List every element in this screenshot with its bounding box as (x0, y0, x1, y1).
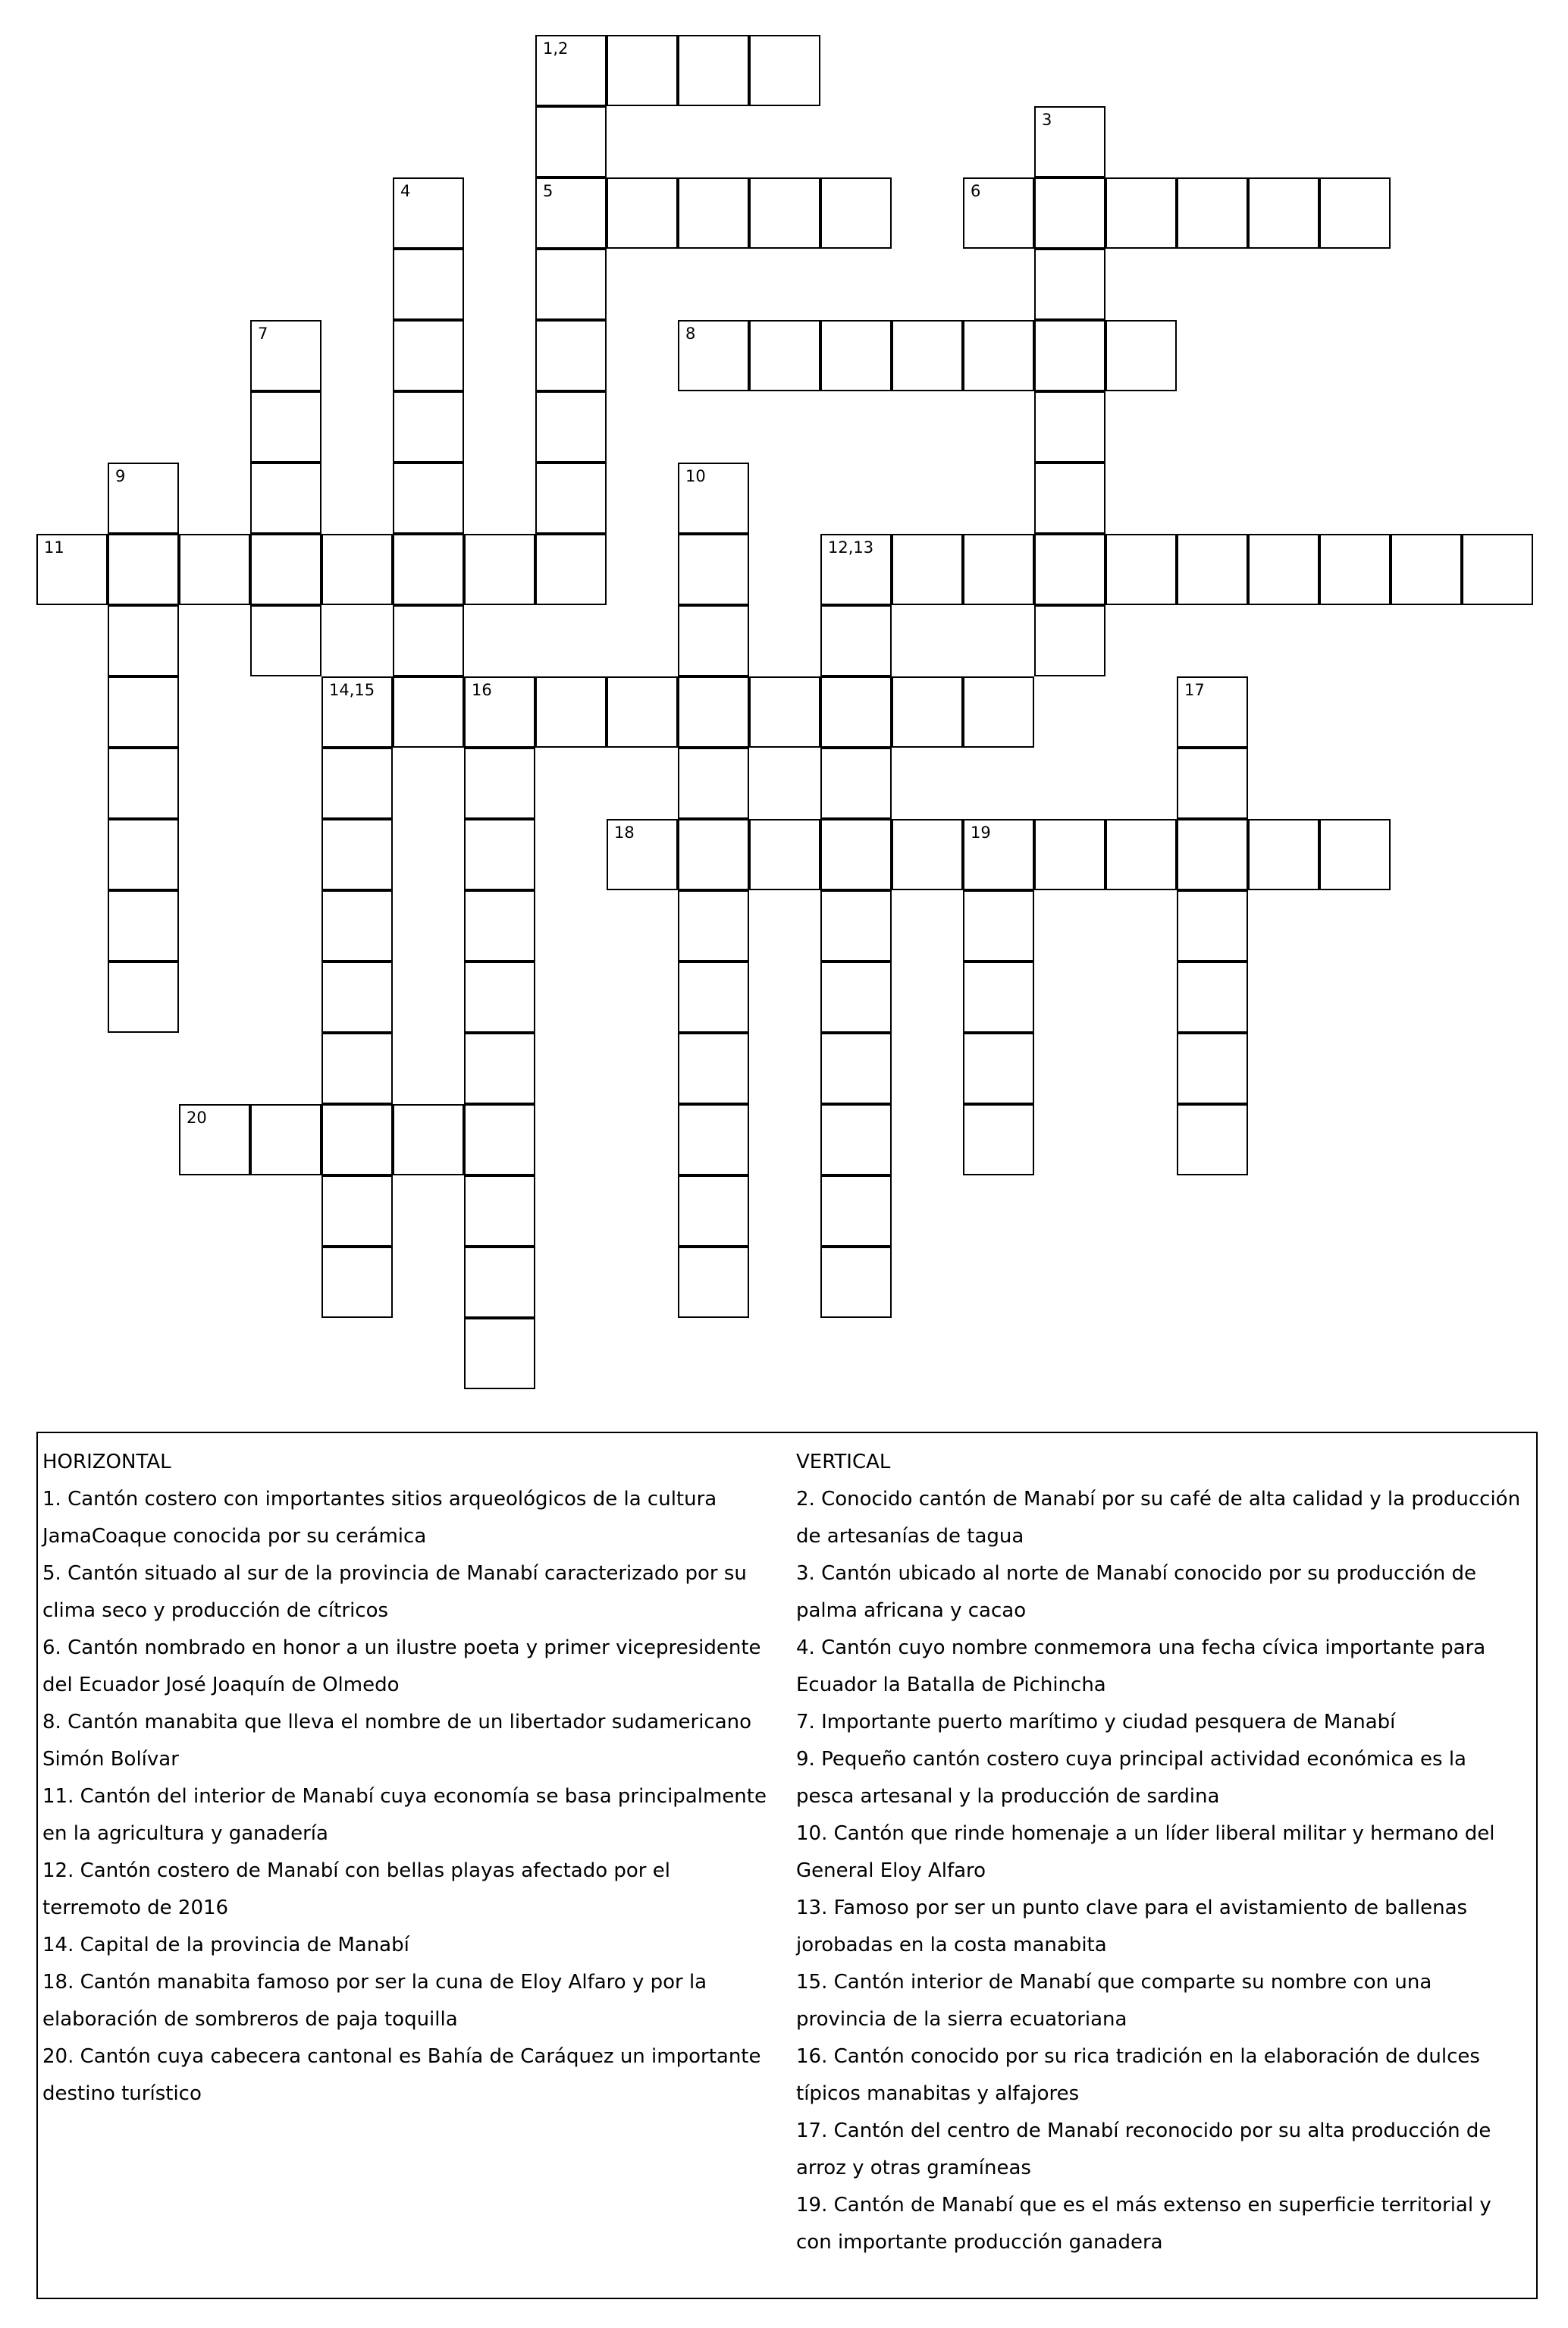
grid-cell[interactable] (321, 890, 393, 962)
clue-h-5: 5. Cantón situado al sur de la provincia de Manabí caracterizado por su clima seco y producción de cítricos (42, 1562, 747, 1622)
grid-cell[interactable] (321, 819, 393, 890)
clue-number: 6 (971, 182, 981, 200)
grid-cell[interactable] (749, 35, 820, 106)
grid-cell[interactable] (1034, 320, 1105, 391)
clue-number: 19 (971, 824, 991, 842)
clue-h-18: 18. Cantón manabita famoso por ser la cuna de Eloy Alfaro y por la elaboración de sombreros de paja toquilla (42, 1971, 707, 2031)
clue-number: 18 (614, 824, 635, 842)
grid-cell[interactable] (250, 534, 321, 605)
grid-cell[interactable] (1177, 890, 1248, 962)
grid-cell[interactable] (678, 1033, 749, 1104)
grid-cell[interactable] (963, 1033, 1034, 1104)
grid-cell[interactable] (1034, 249, 1105, 320)
grid-cell[interactable] (321, 1104, 393, 1175)
grid-cell[interactable] (1177, 1033, 1248, 1104)
grid-cell[interactable] (1034, 534, 1105, 605)
grid-cell[interactable] (1034, 819, 1105, 890)
grid-cell[interactable] (1177, 819, 1248, 890)
grid-cell[interactable] (1177, 748, 1248, 819)
grid-cell[interactable] (607, 35, 678, 106)
grid-cell[interactable] (892, 320, 963, 391)
grid-cell[interactable] (535, 676, 607, 748)
grid-cell[interactable] (963, 676, 1034, 748)
grid-cell[interactable] (678, 605, 749, 676)
grid-cell[interactable] (1248, 819, 1319, 890)
grid-cell[interactable] (535, 534, 607, 605)
clue-number: 3 (1042, 111, 1052, 129)
grid-cell[interactable] (678, 320, 749, 391)
grid-cell[interactable] (464, 890, 535, 962)
grid-cell[interactable] (820, 890, 892, 962)
grid-cell[interactable] (393, 605, 464, 676)
clue-number: 7 (258, 325, 268, 343)
clue-number: 8 (685, 325, 696, 343)
grid-cell[interactable] (1177, 962, 1248, 1033)
grid-cell[interactable] (820, 819, 892, 890)
grid-cell[interactable] (393, 676, 464, 748)
clue-h-11: 11. Cantón del interior de Manabí cuya economía se basa principalmente en la agricultura y ganadería (42, 1785, 767, 1845)
grid-cell[interactable] (321, 534, 393, 605)
clue-number: 17 (1184, 681, 1205, 699)
grid-cell[interactable] (464, 1247, 535, 1318)
grid-cell[interactable] (1177, 1104, 1248, 1175)
grid-cell[interactable] (535, 35, 607, 106)
grid-cell[interactable] (1248, 177, 1319, 249)
grid-cell[interactable] (678, 1175, 749, 1247)
grid-cell[interactable] (678, 177, 749, 249)
grid-cell[interactable] (321, 748, 393, 819)
grid-cell[interactable] (250, 1104, 321, 1175)
grid-cell[interactable] (464, 1318, 535, 1389)
grid-cell[interactable] (321, 1175, 393, 1247)
grid-cell[interactable] (1391, 534, 1462, 605)
clue-h-1: 1. Cantón costero con importantes sitios arqueológicos de la cultura JamaCoaque conocida por su cerámica (42, 1488, 717, 1548)
grid-cell[interactable] (678, 962, 749, 1033)
grid-cell[interactable] (963, 534, 1034, 605)
clue-h-12: 12. Cantón costero de Manabí con bellas playas afectado por el terremoto de 2016 (42, 1859, 670, 1919)
clue-number: 4 (400, 182, 411, 200)
clue-v-3: 3. Cantón ubicado al norte de Manabí conocido por su producción de palma africana y cacao (796, 1562, 1476, 1622)
grid-cell[interactable] (393, 320, 464, 391)
grid-cell[interactable] (678, 534, 749, 605)
grid-cell[interactable] (820, 1104, 892, 1175)
grid-cell[interactable] (464, 534, 535, 605)
clue-v-13: 13. Famoso por ser un punto clave para el avistamiento de ballenas jorobadas en la costa manabita (796, 1897, 1468, 1956)
clue-h-14: 14. Capital de la provincia de Manabí (42, 1934, 409, 1956)
grid-cell[interactable] (820, 676, 892, 748)
grid-cell[interactable] (607, 819, 678, 890)
vertical-heading: VERTICAL (796, 1451, 891, 1473)
grid-cell[interactable] (464, 962, 535, 1033)
clue-number: 9 (115, 467, 126, 485)
clue-number: 14,15 (329, 681, 375, 699)
grid-cell[interactable] (1462, 534, 1533, 605)
grid-cell[interactable] (535, 463, 607, 534)
grid-cell[interactable] (820, 962, 892, 1033)
grid-cell[interactable] (892, 534, 963, 605)
grid-cell[interactable] (321, 1247, 393, 1318)
grid-cell[interactable] (678, 463, 749, 534)
grid-cell[interactable] (963, 1104, 1034, 1175)
grid-cell[interactable] (678, 35, 749, 106)
clue-number: 10 (685, 467, 706, 485)
grid-cell[interactable] (250, 463, 321, 534)
grid-cell[interactable] (1034, 605, 1105, 676)
grid-cell[interactable] (1034, 106, 1105, 177)
clue-v-10: 10. Cantón que rinde homenaje a un líder liberal militar y hermano del General Eloy Alfaro (796, 1822, 1495, 1882)
grid-cell[interactable] (535, 249, 607, 320)
grid-cell[interactable] (108, 819, 179, 890)
clue-v-15: 15. Cantón interior de Manabí que comparte su nombre con una provincia de la sierra ecuatoriana (796, 1971, 1432, 2031)
grid-cell[interactable] (535, 106, 607, 177)
grid-cell[interactable] (393, 249, 464, 320)
grid-cell[interactable] (678, 676, 749, 748)
grid-cell[interactable] (535, 177, 607, 249)
clue-number: 5 (543, 182, 554, 200)
grid-cell[interactable] (250, 320, 321, 391)
clue-v-7: 7. Importante puerto marítimo y ciudad pesquera de Manabí (796, 1711, 1396, 1733)
grid-cell[interactable] (749, 676, 820, 748)
clue-v-9: 9. Pequeño cantón costero cuya principal actividad económica es la pesca artesanal y la producción de sardina (796, 1748, 1466, 1808)
grid-cell[interactable] (464, 676, 535, 748)
grid-cell[interactable] (464, 1175, 535, 1247)
grid-cell[interactable] (393, 463, 464, 534)
grid-cell[interactable] (749, 320, 820, 391)
grid-cell[interactable] (1177, 177, 1248, 249)
grid-cell[interactable] (1105, 819, 1177, 890)
grid-cell[interactable] (464, 819, 535, 890)
grid-cell[interactable] (108, 962, 179, 1033)
grid-cell[interactable] (535, 320, 607, 391)
grid-cell[interactable] (820, 748, 892, 819)
grid-cell[interactable] (1034, 463, 1105, 534)
grid-cell[interactable] (963, 890, 1034, 962)
grid-cell[interactable] (108, 890, 179, 962)
clue-h-20: 20. Cantón cuya cabecera cantonal es Bahía de Caráquez un importante destino turístico (42, 2045, 761, 2105)
grid-cell[interactable] (963, 177, 1034, 249)
grid-cell[interactable] (1034, 391, 1105, 463)
grid-cell[interactable] (678, 748, 749, 819)
grid-cell[interactable] (607, 676, 678, 748)
clue-h-8: 8. Cantón manabita que lleva el nombre de un libertador sudamericano Simón Bolívar (42, 1711, 752, 1771)
clue-box (36, 1432, 1538, 2299)
horizontal-clues-column (42, 1444, 774, 2113)
grid-cell[interactable] (36, 534, 108, 605)
grid-cell[interactable] (464, 1104, 535, 1175)
grid-cell[interactable] (1319, 177, 1391, 249)
grid-cell[interactable] (820, 1247, 892, 1318)
grid-cell[interactable] (678, 1247, 749, 1318)
grid-cell[interactable] (321, 676, 393, 748)
grid-cell[interactable] (108, 534, 179, 605)
grid-cell[interactable] (250, 605, 321, 676)
clue-number: 20 (187, 1109, 207, 1127)
grid-cell[interactable] (1319, 534, 1391, 605)
grid-cell[interactable] (820, 1175, 892, 1247)
grid-cell[interactable] (820, 534, 892, 605)
clue-number: 1,2 (543, 39, 569, 58)
grid-cell[interactable] (464, 748, 535, 819)
grid-cell[interactable] (963, 962, 1034, 1033)
grid-cell[interactable] (393, 1104, 464, 1175)
grid-cell[interactable] (749, 177, 820, 249)
grid-cell[interactable] (108, 605, 179, 676)
clue-number: 16 (472, 681, 492, 699)
grid-cell[interactable] (250, 391, 321, 463)
clue-v-2: 2. Conocido cantón de Manabí por su café de alta calidad y la producción de artesanías de tagua (796, 1488, 1521, 1548)
grid-cell[interactable] (892, 819, 963, 890)
grid-cell[interactable] (963, 819, 1034, 890)
grid-cell[interactable] (321, 962, 393, 1033)
grid-cell[interactable] (892, 676, 963, 748)
grid-cell[interactable] (1034, 177, 1105, 249)
grid-cell[interactable] (678, 1104, 749, 1175)
grid-cell[interactable] (820, 605, 892, 676)
grid-cell[interactable] (108, 676, 179, 748)
grid-cell[interactable] (535, 391, 607, 463)
grid-cell[interactable] (1177, 676, 1248, 748)
grid-cell[interactable] (179, 1104, 250, 1175)
grid-cell[interactable] (321, 1033, 393, 1104)
clue-h-6: 6. Cantón nombrado en honor a un ilustre poeta y primer vicepresidente del Ecuador José Joaquín de Olmedo (42, 1636, 761, 1696)
grid-cell[interactable] (108, 463, 179, 534)
grid-cell[interactable] (108, 748, 179, 819)
grid-cell[interactable] (820, 1033, 892, 1104)
grid-cell[interactable] (820, 177, 892, 249)
clue-number: 12,13 (828, 538, 874, 557)
vertical-clues-column (796, 1444, 1528, 2261)
grid-cell[interactable] (393, 177, 464, 249)
grid-cell[interactable] (393, 534, 464, 605)
clue-v-19: 19. Cantón de Manabí que es el más extenso en superficie territorial y con importante producción ganadera (796, 2194, 1491, 2254)
grid-cell[interactable] (607, 177, 678, 249)
grid-cell[interactable] (749, 819, 820, 890)
clue-v-16: 16. Cantón conocido por su rica tradición en la elaboración de dulces típicos manabitas y alfajores (796, 2045, 1480, 2105)
clue-v-17: 17. Cantón del centro de Manabí reconocido por su alta producción de arroz y otras gramíneas (796, 2119, 1491, 2179)
grid-cell[interactable] (678, 819, 749, 890)
clue-v-4: 4. Cantón cuyo nombre conmemora una fecha cívica importante para Ecuador la Batalla de Pichincha (796, 1636, 1486, 1696)
grid-cell[interactable] (1105, 534, 1177, 605)
grid-cell[interactable] (1105, 320, 1177, 391)
grid-cell[interactable] (963, 320, 1034, 391)
grid-cell[interactable] (1105, 177, 1177, 249)
grid-cell[interactable] (678, 890, 749, 962)
grid-cell[interactable] (1319, 819, 1391, 890)
grid-cell[interactable] (393, 391, 464, 463)
grid-cell[interactable] (820, 320, 892, 391)
grid-cell[interactable] (1177, 534, 1248, 605)
grid-cell[interactable] (464, 1033, 535, 1104)
clue-number: 11 (44, 538, 64, 557)
horizontal-heading: HORIZONTAL (42, 1451, 171, 1473)
grid-cell[interactable] (1248, 534, 1319, 605)
grid-cell[interactable] (179, 534, 250, 605)
